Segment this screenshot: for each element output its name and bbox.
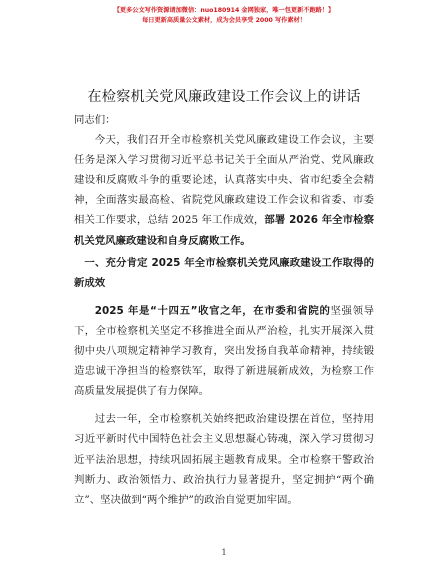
paragraph-achievements [74, 301, 374, 401]
page-number: 1 [221, 548, 227, 557]
paragraph-political: 过去一年，全市检察机关始终把政治建设摆在首位，坚持用习近平新时代中国特色社会主义思想凝心铸魂，深入学习贯彻习近平法治思想，持续巩固拓展主题教育成果。全市检察干警政治判断力、政治领悟力、政治执行力显著提升，坚定拥护“两个确立”、坚决做到“两个维护”的政治自觉更加牢固。 [74, 413, 374, 506]
promo-banner-line2: 每日更新高质量公文素材，成为会员享受 2000 写作素材！ [142, 17, 306, 24]
paragraph-intro [74, 130, 374, 251]
paragraph-intro-text: 今天，我们召开全市检察机关党风廉政建设工作会议，主要任务是深入学习贯彻习近平总书记关于全面从严治党、党风廉政建设和反腐败斗争的重要论述，认真落实中央、省市纪委全会精神，全面落实最高检、省院党风廉政建设工作会议和省委、市委相关工作要求，总结 2025 年工作成效， [74, 134, 374, 227]
promo-banner [0, 6, 448, 26]
document-title: 在检察机关党风廉政建设工作会议上的讲话 [87, 89, 361, 105]
paragraph-achievements-text: 坚强领导下，全市检察机关坚定不移推进全面从严治检，扎实开展深入贯彻中央八项规定精神学习教育，突出发扬自我革命精神，持续锻造忠诚干净担当的检察铁军，取得了新进展新成效，为检察工作高质量发展提供了有力保障。 [74, 304, 374, 398]
promo-banner-line1: 【更多公文写作资源请加微信：nuo180914 金网独家，唯一包更新不跑路！】 [113, 7, 335, 14]
paragraph-achievements-bold: 2025 年是“十四五”收官之年，在市委和省院的 [94, 304, 331, 317]
salutation: 同志们： [74, 114, 116, 126]
section-heading-1: 一、充分肯定 2025 年全市检察机关党风廉政建设工作取得的新成效 [74, 256, 374, 289]
paragraph-intro-bold: 部署 2026 年全市检察机关党风廉政建设和自身反腐败工作。 [74, 214, 374, 247]
document-body [74, 110, 374, 510]
